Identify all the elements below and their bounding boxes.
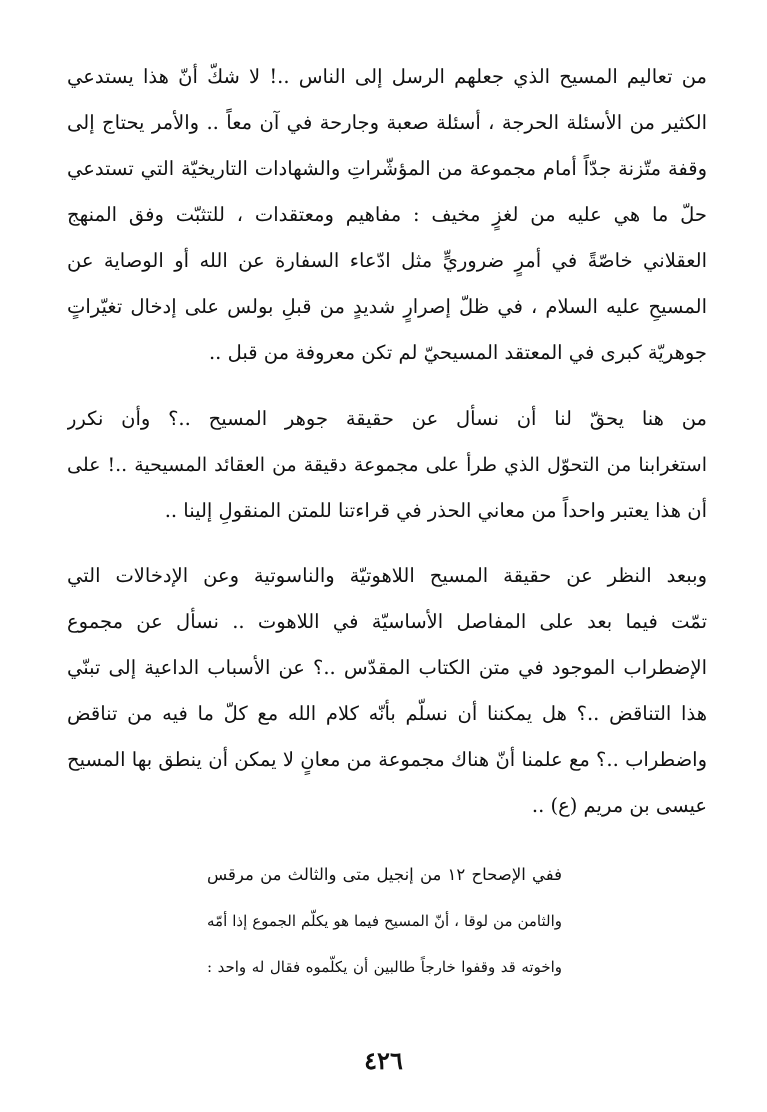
text-line: أن هذا يعتبر واحداً من معاني الحذر في قراءتنا للمتن المنقولِ إلينا .. [164, 499, 707, 522]
text-line: هذا التناقض ..؟ هل يمكننا أن نسلّم بأنّه كلام الله مع كلّ ما فيه من تناقض [67, 702, 707, 725]
text-line: عيسى بن مريم (ع) .. [531, 794, 707, 817]
text-line: جوهريّة كبرى في المعتقد المسيحيّ لم تكن معروفة من قبل .. [208, 341, 707, 364]
text-line: واخوته قد وقفوا خارجاً طالبين أن يكلّموه فقال له واحد : [207, 958, 562, 976]
paragraph-4 [207, 852, 562, 990]
text-line: والثامن من لوقا ، أنّ المسيح فيما هو يكلّم الجموع إذا أمّه [207, 912, 562, 930]
text-line: العقلاني خاصّةً في أمرٍ ضروريٍّ مثل ادّعاء السفارة عن الله أو الوصاية عن [67, 249, 707, 272]
page-number: ٤٢٦ [364, 1046, 403, 1075]
text-line: وقفة متّزنة جدّاً أمام مجموعة من المؤشّراتِ والشهادات التاريخيّة التي تستدعي [67, 157, 707, 180]
text-line: من هنا يحقّ لنا أن نسأل عن حقيقة جوهر المسيح ..؟ وأن نكرر [67, 407, 707, 430]
paragraph-3 [67, 553, 707, 829]
paragraph-1 [67, 54, 707, 376]
text-line: ففي الإصحاح ١٢ من إنجيل متى والثالث من مرقس [207, 865, 562, 884]
text-line: استغرابنا من التحوّل الذي طرأ على مجموعة دقيقة من العقائد المسيحية ..! على [67, 454, 707, 476]
text-line: الإضطراب الموجود في متن الكتاب المقدّس ..؟ عن الأسباب الداعية إلى تبنّي [67, 656, 707, 679]
text-line: المسيحِ عليه السلام ، في ظلّ إصرارٍ شديدٍ من قبلِ بولس على إدخال تغيّراتٍ [67, 295, 707, 318]
text-line: واضطراب ..؟ مع علمنا أنّ هناك مجموعة من معانٍ لا يمكن أن ينطق بها المسيح [67, 748, 707, 771]
paragraph-2 [67, 396, 707, 534]
text-line: الكثير من الأسئلة الحرجة ، أسئلة صعبة وجارحة في آن معاً .. والأمر يحتاج إلى [67, 111, 707, 134]
text-line: حلّ ما هي عليه من لغزٍ مخيف : مفاهيم ومعتقدات ، للتثبّت وفق المنهج [67, 203, 707, 226]
text-line: وببعد النظر عن حقيقة المسيح اللاهوتيّة والناسوتية وعن الإدخالات التي [67, 564, 707, 587]
text-line: تمّت فيما بعد على المفاصل الأساسيّة في اللاهوت .. نسأل عن مجموع [67, 610, 707, 633]
text-line: من تعاليم المسيح الذي جعلهم الرسل إلى الناس ..! لا شكّ أنّ هذا يستدعي [67, 65, 707, 88]
